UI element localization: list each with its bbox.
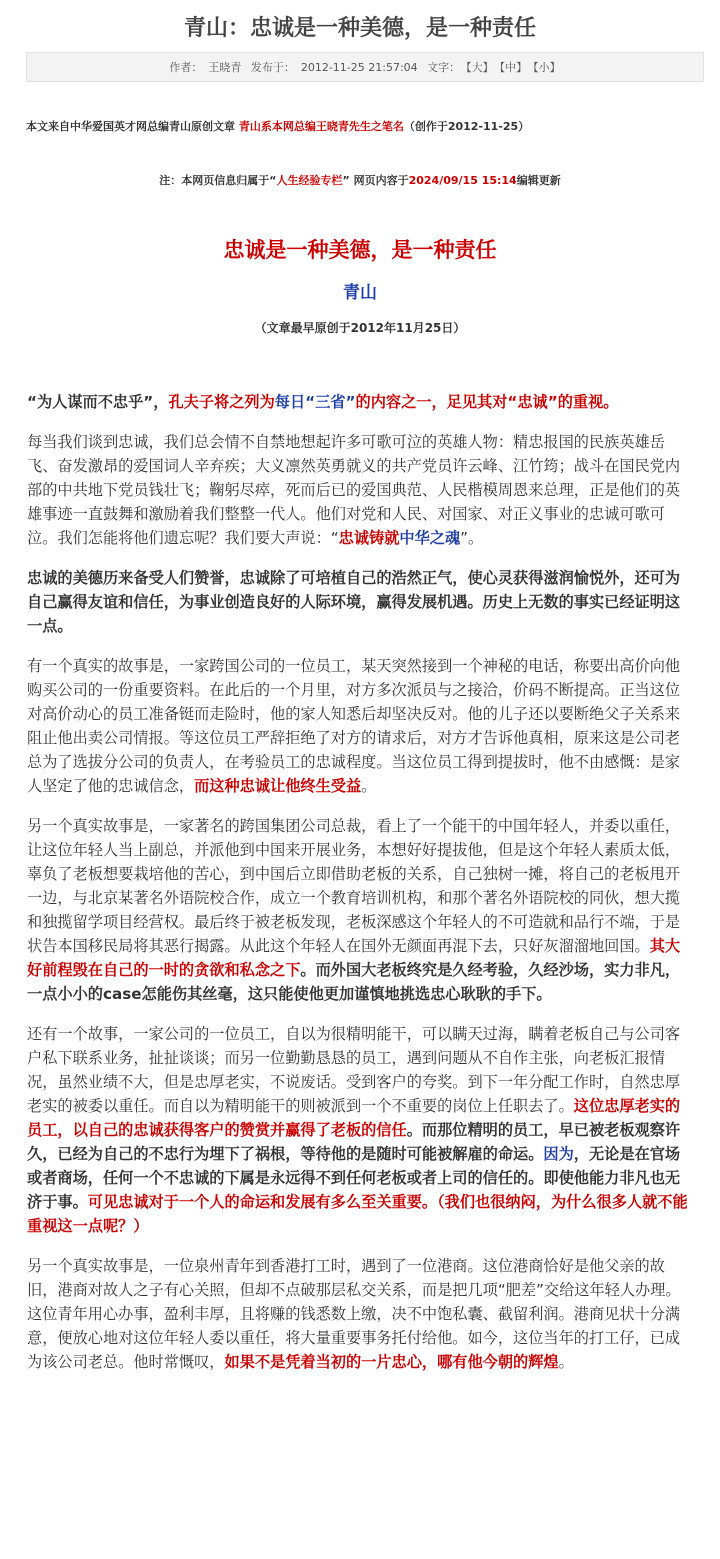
meta-bar	[26, 52, 704, 82]
font-size-label: 文字：	[427, 61, 461, 74]
quote-text: “为人谋而不忠乎”，	[27, 393, 169, 411]
p4-end: 。	[361, 777, 377, 795]
p6-red-2: 可见忠诚对于一个人的命运和发展有多么至关重要。（我们也很纳闷，为什么很多人就不能重视这一点呢？）	[27, 1193, 688, 1235]
p7-text: 另一个真实故事是，一位泉州青年到香港打工时，遇到了一位港商。这位港商恰好是他父亲的故旧，港商对故人之子有心关照，但却不点破那层私交关系，而是把几项“肥差”交给这年轻人办理。这位青年用心办事，盈利丰厚，且将赚的钱悉数上缴，决不中饱私囊、截留利润。港商见状十分满意，便放心地对这位年轻人委以重任，将大量重要事务托付给他。如今，这位当年的打工仔，已成为该公司老总。他时常慨叹，	[27, 1257, 681, 1371]
published-label: 发布于：	[250, 61, 295, 74]
update-note	[0, 172, 720, 188]
page-title: 青山：忠诚是一种美德，是一种责任	[183, 16, 536, 41]
paragraph-5	[27, 814, 695, 1006]
note-suffix: 编辑更新	[516, 174, 561, 187]
note-middle: ” 网页内容于	[342, 174, 409, 187]
p2-red: 忠诚铸就	[338, 529, 400, 547]
paragraph-2	[27, 430, 695, 550]
published-date: 2012-11-25 21:57:04	[300, 61, 418, 74]
article-created: （文章最早原创于2012年11月25日）	[254, 321, 466, 335]
article-author: 青山	[343, 283, 377, 303]
p4-red: 而这种忠诚让他终生受益	[194, 777, 362, 795]
p2-blue: 中华之魂	[399, 529, 461, 547]
paragraph-3: 忠诚的美德历来备受人们赞誉，忠诚除了可培植自己的浩然正气，使心灵获得滋润愉悦外，还可为自己赢得友谊和信任，为事业创造良好的人际环境，赢得发展机遇。历史上无数的事实已经证明这一点。	[27, 569, 681, 635]
paragraph-1	[27, 390, 695, 414]
note-prefix: 注：本网页信息归属于“	[159, 174, 277, 187]
p6-text: 还有一个故事，一家公司的一位员工，自以为很精明能干，可以瞒天过海，瞒着老板自己与公司客户私下联系业务，扯扯谈谈；而另一位勤勤恳恳的员工，遇到问题从不自作主张，向老板汇报情况，虽然业绩不大，但是忠厚老实，不说废话。受到客户的夸奖。到下一年分配工作时，自然忠厚老实的被委以重任。而自以为精明能干的则被派到一个不重要的岗位上任职去了。	[27, 1025, 681, 1115]
p2-end: ”。	[460, 529, 484, 547]
author-label: 作者：	[169, 61, 203, 74]
p7-red: 如果不是凭着当初的一片忠心，哪有他今朝的辉煌	[224, 1353, 559, 1371]
p5-bold: 。而外国大老板终究是久经考验，久经沙场，实力非凡，一点小小的case怎能伤其丝毫，这只能使他更加谨慎地挑选忠心耿耿的手下。	[27, 961, 681, 1003]
p6-bold-1: 。而那位精明的员工，早已被老板观察许久，已经为自己的不忠行为埋下了祸根，等待他的是随时可能被解雇的命运。	[27, 1121, 681, 1163]
source-line	[26, 118, 720, 134]
source-text: 本文来自中华爱国英才网总编青山原创文章	[26, 120, 239, 133]
source-pen-name-note: 青山系本网总编王晓青先生之笔名	[238, 120, 404, 133]
article-body	[0, 390, 720, 1374]
p2-text: 每当我们谈到忠诚，我们总会情不自禁地想起许多可歌可泣的英雄人物：精忠报国的民族英雄岳飞、奋发激昂的爱国词人辛弃疾；大义凛然英勇就义的共产党员许云峰、江竹筠；战斗在国民党内部的中共地下党员钱壮飞；鞠躬尽瘁，死而后已的爱国典范、人民楷模周恩来总理，正是他们的英雄事迹一直鼓舞和激励着我们整整一代人。他们对党和人民、对国家、对正义事业的忠诚可歌可泣。我们怎能将他们遗忘呢？我们要大声说：“	[27, 433, 681, 547]
column-link[interactable]: 人生经验专栏	[276, 174, 343, 187]
p5-text: 另一个真实故事是，一家著名的跨国集团公司总裁，看上了一个能干的中国年轻人，并委以重任，让这位年轻人当上副总，并派他到中国来开展业务，本想好好提拔他，但是这个年轻人素质太低，辜负了老板想要栽培他的苦心，到中国后立即借助老板的关系，自己独树一摊，将自己的老板甩开一边，与北京某著名外语院校合作，成立一个教育培训机构，和那个著名外语院校的同伙，想大揽和独揽留学项目经营权。最后终于被老板发现，老板深感这个年轻人的不可造就和品行不端，于是状告本国移民局将其恶行揭露。从此这个年轻人在国外无颜面再混下去，只好灰溜溜地回国。	[27, 817, 681, 955]
p6-bold-2: ，无论是在官场或者商场，任何一个不忠诚的下属是永远得不到任何老板或者上司的信任的。即使他能力非凡也无济于事。	[27, 1145, 681, 1211]
p6-blue: 因为	[543, 1145, 574, 1163]
paragraph-7	[27, 1254, 695, 1374]
quote-blue: 每日“三省”	[274, 393, 356, 411]
source-created: （创作于2012-11-25）	[403, 120, 530, 133]
update-date: 2024/09/15 15:14	[408, 174, 517, 187]
p7-end: 。	[558, 1353, 574, 1371]
paragraph-6	[27, 1022, 695, 1238]
p5-red: 其大好前程毁在自己的一时的贪欲和私念之下	[27, 937, 681, 979]
paragraph-4	[27, 654, 695, 798]
font-size-medium-button[interactable]: 【中】	[499, 61, 528, 74]
quote-red-1: 孔夫子将之列为	[168, 393, 275, 411]
p4-text: 有一个真实的故事是，一家跨国公司的一位员工，某天突然接到一个神秘的电话，称要出高价向他购买公司的一份重要资料。在此后的一个月里，对方多次派员与之接洽，价码不断提高。正当这位对高价动心的员工准备铤而走险时，他的家人知悉后却坚决反对。他的儿子还以要断绝父子关系来阻止他出卖公司情报。等这位员工严辞拒绝了对方的请求后，对方才告诉他真相，原来这是公司老总为了选拔分公司的负责人，在考验员工的忠诚程度。当这位员工得到提拔时，他不由感慨：是家人坚定了他的忠诚信念，	[27, 657, 681, 795]
article-title: 忠诚是一种美德，是一种责任	[223, 238, 497, 262]
font-size-large-button[interactable]: 【大】	[466, 61, 494, 74]
author-name: 王晓青	[208, 61, 242, 74]
p6-red-1: 这位忠厚老实的员工，以自己的忠诚获得客户的赞赏并赢得了老板的信任	[27, 1097, 681, 1139]
quote-red-2: 的内容之一，足见其对“忠诚”的重视。	[355, 393, 619, 411]
font-size-small-button[interactable]: 【小】	[533, 61, 561, 74]
